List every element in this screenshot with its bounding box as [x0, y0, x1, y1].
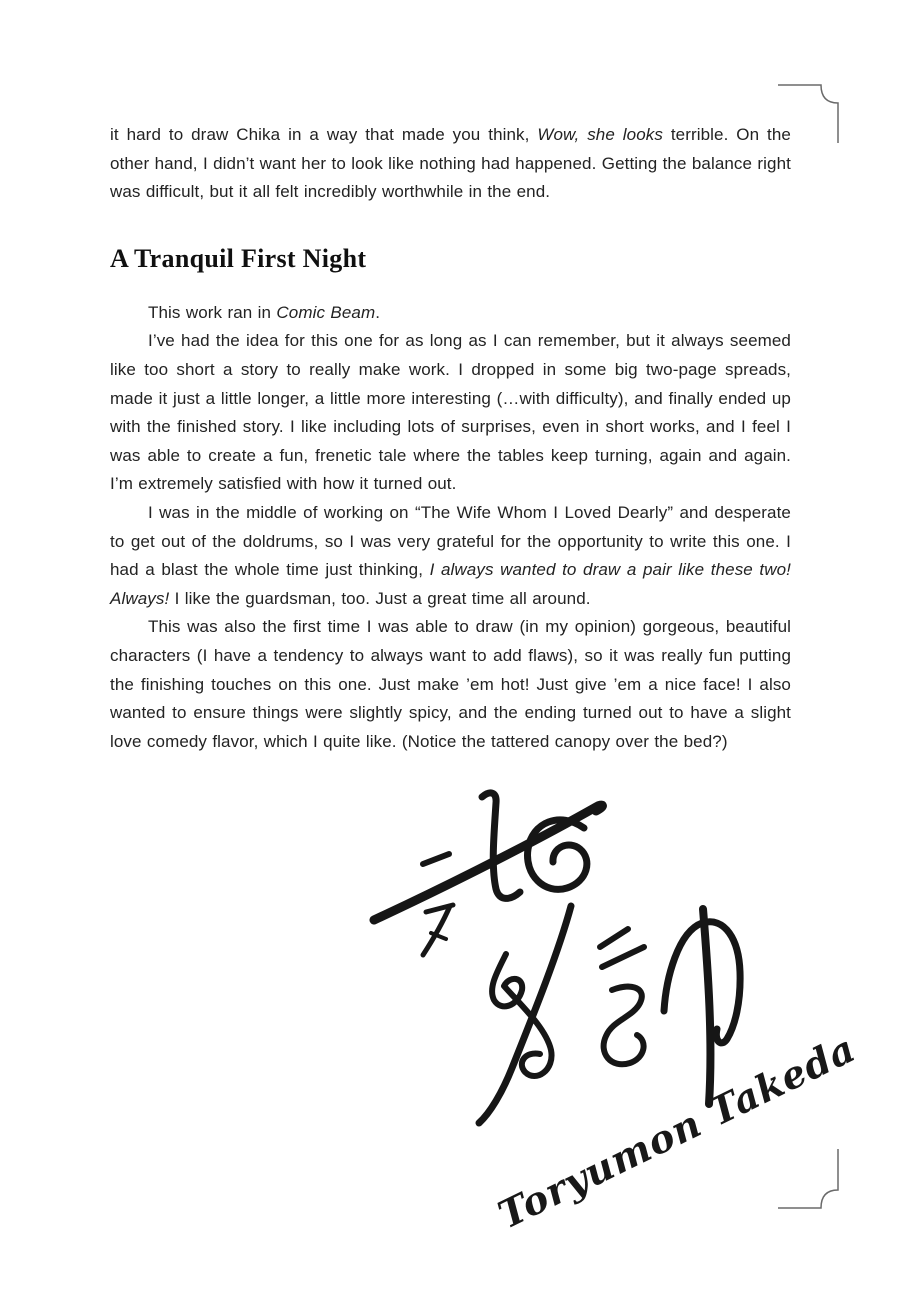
text-column: [110, 121, 791, 756]
section-heading: A Tranquil First Night: [110, 243, 367, 273]
paragraph: I was in the middle of working on “The Wife Whom I Loved Dearly” and desperate to get out of the doldrums, so I was very grateful for the opportunity to write this one. I had a blast the whole time just thinking, I always wanted to draw a pair like these two! Always! I like the guardsman, too. Just a great time all around.: [110, 502, 791, 608]
signature-romanized: Toryumon Takeda: [490, 1025, 863, 1238]
paragraph: This work ran in Comic Beam.: [148, 302, 381, 322]
paragraph: This was also the first time I was able to draw (in my opinion) gorgeous, beautiful characters (I have a tendency to always want to add flaws), so it was really fun putting the finishing touches on this one. Just make ’em hot! Just give ’em a nice face! I also wanted to ensure things were slightly spicy, and the ending turned out to have a slight love comedy flavor, which I quite like. (Notice the tattered canopy over the bed?): [110, 617, 791, 751]
paragraph-continuation: it hard to draw Chika in a way that made you think, Wow, she looks terrible. On the other hand, I didn’t want her to look like nothing had happened. Getting the balance right was difficult, but it all felt incredibly worthwhile in the end.: [110, 125, 791, 202]
paragraph: I’ve had the idea for this one for as long as I can remember, but it always seemed like too short a story to really make work. I dropped in some big two-page spreads, made it just a little longer, a little more interesting (…with difficulty), and finally ended up with the finished story. I like including lots of surprises, even in short works, and I feel I was able to create a fun, frenetic tale where the tables keep turning, again and again. I’m extremely satisfied with how it turned out.: [110, 331, 791, 494]
